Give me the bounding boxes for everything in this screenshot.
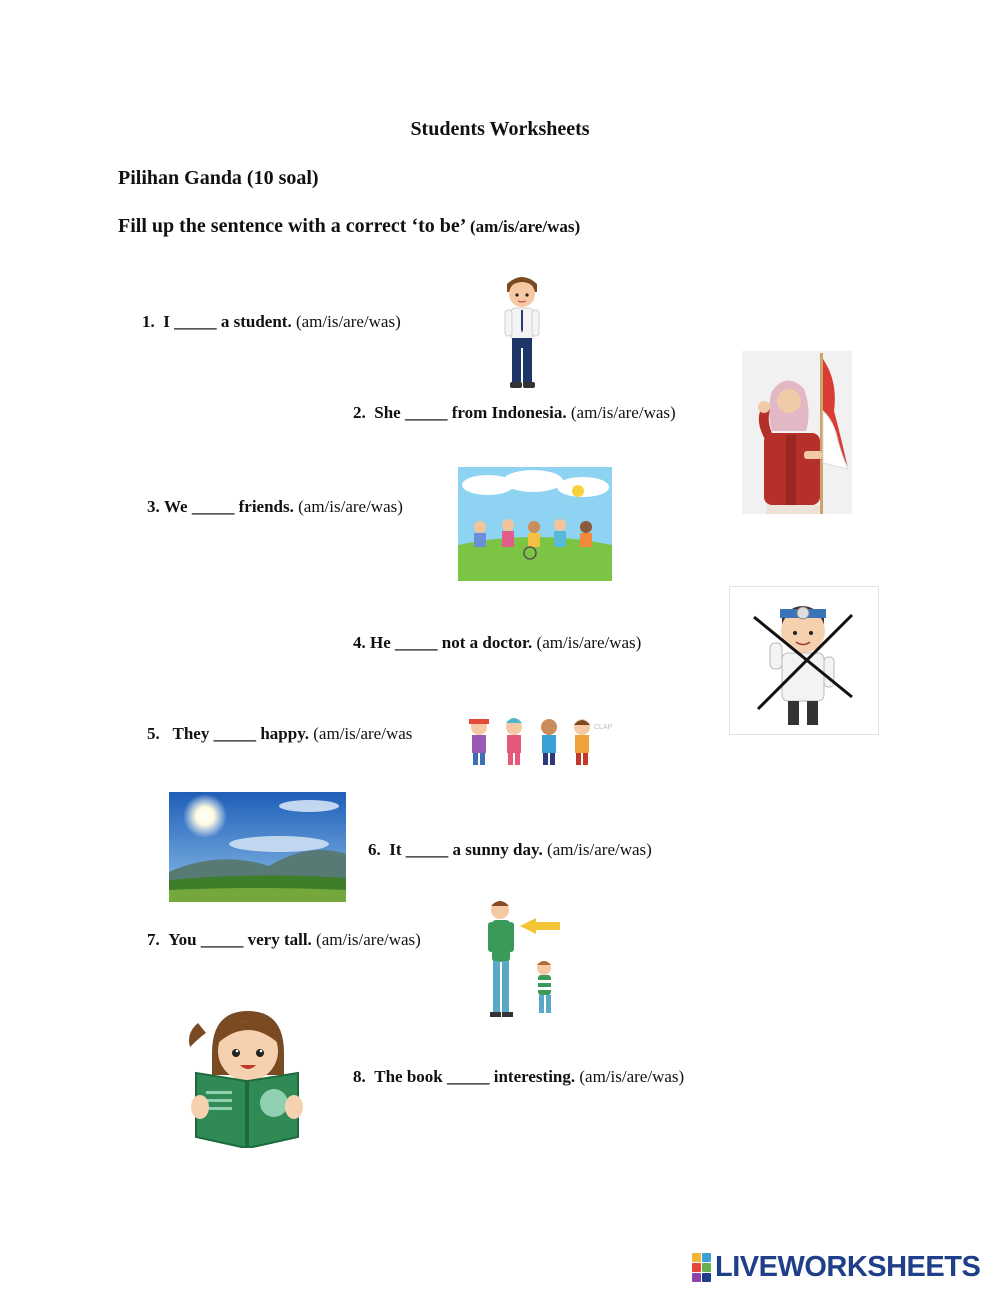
logo-mark-icon bbox=[692, 1253, 711, 1282]
question-number: 2. bbox=[353, 403, 366, 422]
question-sentence: She _____ from Indonesia. bbox=[374, 403, 567, 422]
question-number: 8. bbox=[353, 1067, 366, 1086]
children-playing-icon bbox=[458, 467, 612, 581]
question-number: 4. bbox=[353, 633, 366, 652]
question-1 bbox=[142, 312, 401, 332]
question-8 bbox=[353, 1067, 684, 1087]
logo-square bbox=[692, 1273, 701, 1282]
question-sentence: The book _____ interesting. bbox=[374, 1067, 576, 1086]
woman-with-flag-icon bbox=[742, 351, 852, 514]
question-options: (am/is/are/was) bbox=[298, 497, 403, 516]
question-sentence: You _____ very tall. bbox=[168, 930, 312, 949]
question-options: (am/is/are/was bbox=[313, 724, 413, 743]
section-heading: Pilihan Ganda (10 soal) bbox=[118, 167, 319, 189]
question-number: 1. bbox=[142, 312, 155, 331]
question-options: (am/is/are/was) bbox=[570, 403, 676, 422]
question-6 bbox=[368, 840, 652, 860]
question-sentence: They _____ happy. bbox=[172, 724, 310, 743]
question-number: 3. bbox=[147, 497, 160, 516]
svg-text:CLAP: CLAP bbox=[594, 724, 613, 731]
logo-square bbox=[692, 1253, 701, 1262]
question-sentence: He _____ not a doctor. bbox=[370, 633, 533, 652]
logo-text: LIVEWORKSHEETS bbox=[715, 1251, 981, 1283]
question-number: 6. bbox=[368, 840, 381, 859]
instruction bbox=[118, 215, 580, 238]
student-boy-icon bbox=[495, 270, 550, 392]
question-number: 5. bbox=[147, 724, 160, 743]
question-3 bbox=[147, 497, 403, 517]
question-5 bbox=[147, 724, 412, 744]
question-options: (am/is/are/was) bbox=[316, 930, 421, 949]
question-number: 7. bbox=[147, 930, 160, 949]
question-options: (am/is/are/was) bbox=[547, 840, 652, 859]
question-sentence: It _____ a sunny day. bbox=[389, 840, 543, 859]
girl-reading-icon bbox=[186, 1003, 308, 1148]
question-options: (am/is/are/was) bbox=[579, 1067, 685, 1086]
logo-square bbox=[702, 1273, 711, 1282]
question-4 bbox=[353, 633, 641, 653]
crossed-doctor-icon bbox=[729, 586, 879, 735]
question-options: (am/is/are/was) bbox=[536, 633, 642, 652]
happy-kids-icon bbox=[464, 713, 619, 770]
sunny-landscape-icon bbox=[169, 792, 346, 902]
page-title: Students Worksheets bbox=[410, 118, 590, 140]
question-7 bbox=[147, 930, 421, 950]
question-sentence: We _____ friends. bbox=[164, 497, 294, 516]
question-sentence: I _____ a student. bbox=[163, 312, 292, 331]
instruction-main: Fill up the sentence with a correct ‘to be’ bbox=[118, 215, 465, 237]
question-2 bbox=[353, 403, 676, 423]
instruction-options: (am/is/are/was) bbox=[469, 217, 581, 236]
logo-square bbox=[702, 1253, 711, 1262]
tall-man-icon bbox=[480, 898, 565, 1020]
logo-square bbox=[702, 1263, 711, 1272]
logo-square bbox=[692, 1263, 701, 1272]
question-options: (am/is/are/was) bbox=[295, 312, 401, 331]
liveworksheets-logo bbox=[692, 1253, 980, 1282]
